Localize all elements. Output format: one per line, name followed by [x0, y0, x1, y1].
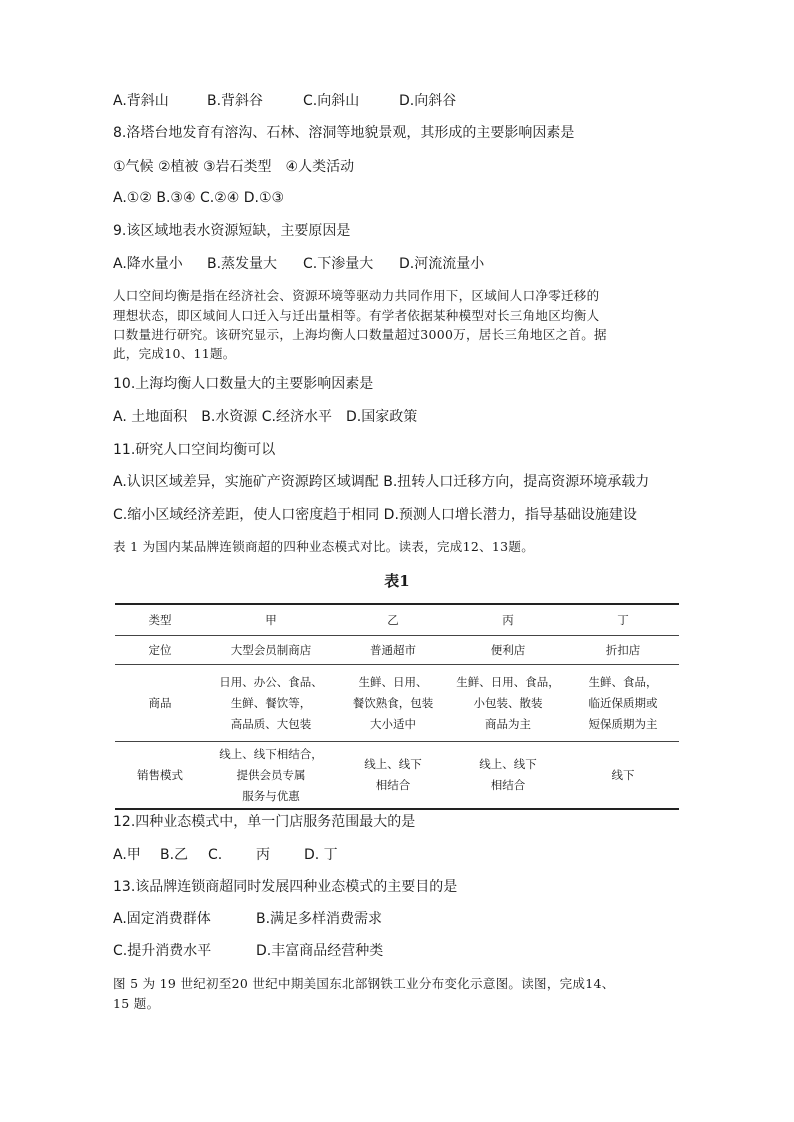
- table-cell-line: 临近保质期或: [588, 695, 658, 710]
- table-cell: [449, 665, 567, 742]
- q13-option-d: D.丰富商品经营种类: [256, 943, 384, 959]
- table-cell-line: 线下: [611, 767, 635, 782]
- table-cell-line: 短保质期为主: [588, 716, 658, 731]
- table-cell-line: 小包装、散装: [473, 695, 543, 710]
- q12-option-d: D. 丁: [304, 847, 338, 863]
- table-cell-line: 生鲜、日用、: [358, 674, 428, 689]
- q12-option-a: A.甲: [113, 847, 141, 863]
- passage-population-line-1: 人口空间均衡是指在经济社会、资源环境等驱动力共同作用下，区域间人口净零迁移的: [113, 288, 600, 303]
- table-cell-line: 生鲜、日用、食品，: [456, 674, 560, 689]
- q12-option-c-text: 丙: [256, 847, 270, 863]
- q13-stem: 13.该品牌连锁商超同时发展四种业态模式的主要目的是: [113, 879, 458, 895]
- q8-factors: ①气候 ②植被 ③岩石类型 ④人类活动: [113, 159, 355, 175]
- table-header-cell: 丁: [567, 604, 679, 636]
- q12-stem: 12.四种业态模式中，单一门店服务范围最大的是: [113, 814, 416, 830]
- passage-population-line-3: 口数量进行研究。该研究显示，上海均衡人口数量超过3000万，居长三角地区之首。据: [113, 327, 607, 342]
- table-cell-line: 生鲜、食品，: [588, 674, 658, 689]
- q8-options: A.①② B.③④ C.②④ D.①③: [113, 190, 285, 206]
- table-header-cell: 丙: [449, 604, 567, 636]
- table-cell: [567, 742, 679, 810]
- q9-option-b: B.蒸发量大: [207, 256, 278, 272]
- comparison-table: [115, 603, 679, 810]
- table-cell-line: 相结合: [490, 778, 526, 792]
- table-cell: [337, 665, 449, 742]
- q9-option-c: C.下渗量大: [303, 256, 374, 272]
- table-cell: 定位: [115, 636, 205, 665]
- table-header-row: [115, 604, 679, 636]
- table-cell: 普通超市: [337, 636, 449, 665]
- q7-option-a: A.背斜山: [113, 93, 169, 109]
- q13-option-c: C.提升消费水平: [113, 943, 212, 959]
- q13-options-line-2: [113, 941, 383, 961]
- table-cell-line: 线上、线下: [364, 757, 422, 771]
- table-row-position: [115, 636, 679, 665]
- table-cell: 商品: [115, 665, 205, 742]
- table-header-cell: 类型: [115, 604, 205, 636]
- q7-option-d: D.向斜谷: [399, 93, 457, 109]
- table-row-sales: [115, 742, 679, 810]
- table-cell-line: 相结合: [375, 778, 411, 792]
- table-cell: 折扣店: [567, 636, 679, 665]
- passage-table: 表 1 为国内某品牌连锁商超的四种业态模式对比。读表，完成12、13题。: [113, 539, 535, 554]
- q9-option-a: A.降水量小: [113, 256, 183, 272]
- table-cell: [567, 665, 679, 742]
- q13-option-a: A.固定消费群体: [113, 911, 211, 927]
- q11-options-line-1: A.认识区域差异，实施矿产资源跨区域调配 B.扭转人口迁移方向，提高资源环境承载力: [113, 474, 650, 490]
- q11-options-line-2: C.缩小区域经济差距，使人口密度趋于相同 D.预测人口增长潜力，指导基础设施建设: [113, 507, 637, 523]
- passage-steel-line-1: 图 5 为 19 世纪初至20 世纪中期美国东北部钢铁工业分布变化示意图。读图，完成14、: [113, 976, 615, 991]
- q11-stem: 11.研究人口空间均衡可以: [113, 442, 276, 458]
- table-cell-line: 提供会员专属: [236, 767, 306, 782]
- q12-option-c-label: C.: [208, 847, 223, 863]
- q10-stem: 10.上海均衡人口数量大的主要影响因素是: [113, 376, 374, 392]
- q9-stem: 9.该区域地表水资源短缺，主要原因是: [113, 223, 351, 239]
- q8-stem: 8.洛塔台地发育有溶沟、石林、溶洞等地貌景观，其形成的主要影响因素是: [113, 125, 575, 141]
- table-cell: [205, 742, 337, 810]
- passage-steel-line-2: 15 题。: [113, 996, 160, 1011]
- table-cell-line: 线上、线下: [479, 757, 537, 771]
- table-cell: [337, 742, 449, 810]
- table-cell: 大型会员制商店: [205, 636, 337, 665]
- table-cell-line: 日用、办公、食品、: [219, 674, 323, 689]
- q12-options: [113, 845, 338, 865]
- table-cell-line: 服务与优惠: [242, 788, 300, 803]
- table-row-goods: [115, 665, 679, 742]
- table-cell-line: 高品质、大包装: [230, 716, 312, 731]
- q7-option-b: B.背斜谷: [207, 93, 264, 109]
- passage-population-line-2: 理想状态，即区域间人口迁入与迁出量相等。有学者依据某种模型对长三角地区均衡人: [113, 308, 600, 323]
- table-cell: [449, 742, 567, 810]
- q13-options-line-1: [113, 909, 382, 929]
- table-header-cell: 甲: [205, 604, 337, 636]
- table-cell-line: 生鲜、餐饮等，: [230, 695, 312, 710]
- table-header-cell: 乙: [337, 604, 449, 636]
- q9-option-d: D.河流流量小: [399, 256, 485, 272]
- table-cell-line: 餐饮熟食，包装: [352, 695, 434, 710]
- q7-options: [113, 91, 456, 111]
- q13-option-b: B.满足多样消费需求: [256, 911, 383, 927]
- table-cell: [205, 665, 337, 742]
- passage-population-line-4: 此，完成10、11题。: [113, 346, 236, 361]
- q9-options: [113, 254, 484, 274]
- q12-option-b: B.乙: [160, 847, 189, 863]
- table-cell: 便利店: [449, 636, 567, 665]
- q7-option-c: C.向斜山: [303, 93, 360, 109]
- table-cell-line: 大小适中: [370, 716, 416, 731]
- table-cell: 销售模式: [115, 742, 205, 810]
- table-cell-line: 线上、线下相结合，: [219, 746, 323, 761]
- q10-options: A. 土地面积 B.水资源 C.经济水平 D.国家政策: [113, 409, 418, 425]
- table-cell-line: 商品为主: [485, 716, 531, 731]
- table-title: 表1: [384, 572, 410, 590]
